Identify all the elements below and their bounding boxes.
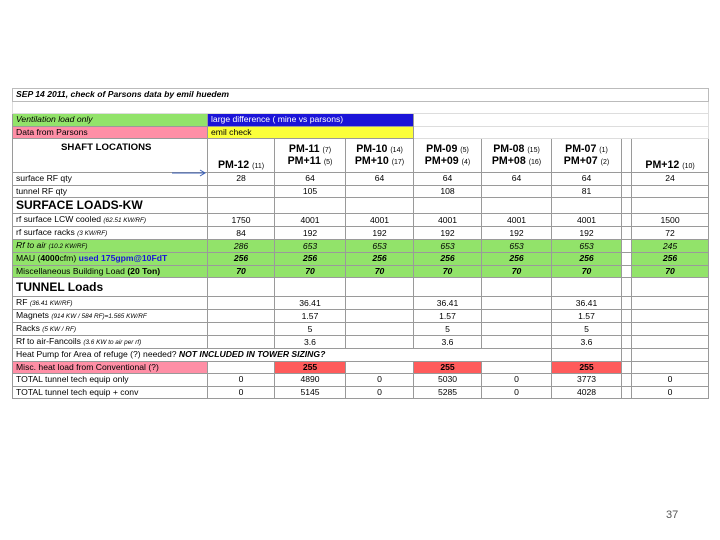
table-row: Magnets (914 KW / 584 RF)=1.565 KW/RF 1.57 1.57 1.57 bbox=[13, 310, 709, 323]
page-number: 37 bbox=[666, 509, 679, 521]
legend-row-2 bbox=[13, 126, 709, 139]
table-row: rf surface LCW cooled (62.51 KW/RF) 1750 4001 4001 4001 4001 4001 1500 bbox=[13, 214, 709, 227]
shaft-header-row bbox=[13, 139, 709, 173]
row-label: Rf to air-Fancoils (3.6 KW to air per rf) bbox=[13, 336, 208, 349]
col-header-pm-09: PM-09 (5) PM+09 (4) bbox=[414, 139, 482, 173]
row-label: RF (36.41 KW/RF) bbox=[13, 297, 208, 310]
row-label: MAU (4000cfm) used 175gpm@10FdT bbox=[13, 253, 208, 266]
table-row bbox=[13, 349, 709, 362]
table-row: Miscellaneous Building Load (20 Ton) 70 70 70 70 70 70 70 bbox=[13, 265, 709, 278]
spreadsheet bbox=[12, 88, 708, 399]
col-header-pm+12: PM+12 (10) bbox=[632, 139, 709, 173]
table-row: Racks (5 KW / RF) 5 5 5 bbox=[13, 323, 709, 336]
legend-large-difference: large difference ( mine vs parsons) bbox=[208, 114, 414, 127]
table-row: RF (36.41 KW/RF) 36.41 36.41 36.41 bbox=[13, 297, 709, 310]
section-surface-loads: SURFACE LOADS-KW bbox=[13, 198, 208, 214]
table-row: rf surface racks (3 KW/RF) 84 192 192 192 192 192 72 bbox=[13, 227, 709, 240]
table-row: surface RF qty 28 64 64 64 64 64 24 bbox=[13, 173, 709, 186]
row-label: tunnel RF qty bbox=[13, 185, 208, 198]
arrow-right-icon bbox=[172, 168, 208, 178]
legend-emil-check: emil check bbox=[208, 126, 414, 139]
row-label: rf surface LCW cooled (62.51 KW/RF) bbox=[13, 214, 208, 227]
row-label: Magnets (914 KW / 584 RF)=1.565 KW/RF bbox=[13, 310, 208, 323]
section-row bbox=[13, 278, 709, 297]
col-header-pm-10: PM-10 (14) PM+10 (17) bbox=[346, 139, 414, 173]
shaft-locations-label: SHAFT LOCATIONS bbox=[13, 139, 208, 173]
section-tunnel-loads: TUNNEL Loads bbox=[13, 278, 208, 297]
table-row: TOTAL tunnel tech equip only 0 4890 0 5030 0 3773 0 bbox=[13, 374, 709, 387]
row-label: rf surface racks (3 KW/RF) bbox=[13, 227, 208, 240]
row-label: Rf to air (10.2 KW/RF) bbox=[13, 240, 208, 253]
sheet-title: SEP 14 2011, check of Parsons data by emil huedem bbox=[13, 89, 709, 102]
row-label: TOTAL tunnel tech equip only bbox=[13, 374, 208, 387]
table-row: Rf to air (10.2 KW/RF) 286 653 653 653 653 653 245 bbox=[13, 240, 709, 253]
col-header-pm-11: PM-11 (7) PM+11 (5) bbox=[275, 139, 346, 173]
blank-row bbox=[13, 101, 709, 114]
legend-row-1 bbox=[13, 114, 709, 127]
col-header-pm-07: PM-07 (1) PM+07 (2) bbox=[552, 139, 622, 173]
table-row: MAU (4000cfm) used 175gpm@10FdT 256 256 256 256 256 256 256 bbox=[13, 253, 709, 266]
col-header-pm-12: PM-12 (11) bbox=[208, 139, 275, 173]
table-row: TOTAL tunnel tech equip + conv 0 5145 0 5285 0 4028 0 bbox=[13, 386, 709, 399]
section-row bbox=[13, 198, 709, 214]
legend-ventilation: Ventilation load only bbox=[13, 114, 208, 127]
heat-pump-note: Heat Pump for Area of refuge (?) needed? NOT INCLUDED IN TOWER SIZING? bbox=[13, 349, 552, 362]
legend-parsons: Data from Parsons bbox=[13, 126, 208, 139]
row-label: Miscellaneous Building Load (20 Ton) bbox=[13, 265, 208, 278]
col-header-pm-08: PM-08 (15) PM+08 (16) bbox=[482, 139, 552, 173]
row-label: TOTAL tunnel tech equip + conv bbox=[13, 386, 208, 399]
title-row bbox=[13, 89, 709, 102]
parsons-check-table bbox=[12, 88, 709, 399]
table-row: Rf to air-Fancoils (3.6 KW to air per rf) 3.6 3.6 3.6 bbox=[13, 336, 709, 349]
table-row: tunnel RF qty 105 108 81 bbox=[13, 185, 709, 198]
row-label: Misc. heat load from Conventional (?) bbox=[13, 361, 208, 374]
table-row: Misc. heat load from Conventional (?) 255 255 255 bbox=[13, 361, 709, 374]
row-label: Racks (5 KW / RF) bbox=[13, 323, 208, 336]
row-label: surface RF qty bbox=[13, 173, 208, 186]
